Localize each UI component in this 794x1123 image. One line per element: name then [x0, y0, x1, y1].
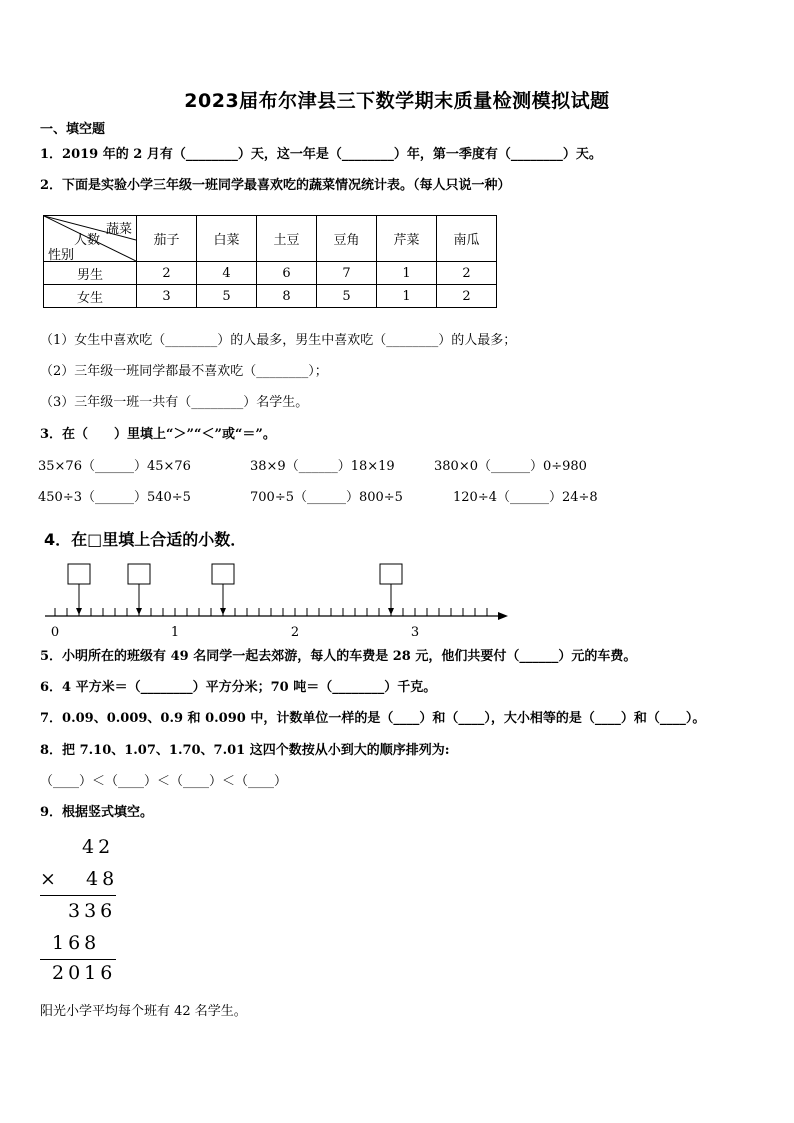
- partial-product-2: 168: [52, 932, 101, 954]
- question-6: 6．4 平方米＝（________）平方分米；70 吨＝（________）千克。: [40, 680, 437, 695]
- table-header: 土豆: [257, 216, 317, 262]
- table-cell: 6: [257, 262, 317, 285]
- table-cell: 4: [197, 262, 257, 285]
- table-cell: 7: [317, 262, 377, 285]
- final-product: 2016: [52, 962, 117, 984]
- corner-label-gender: 性别: [48, 248, 75, 263]
- question-9: 9．根据竖式填空。: [40, 805, 154, 820]
- row-label: 女生: [44, 285, 137, 308]
- corner-label-vegetable: 蔬菜: [105, 222, 132, 237]
- row-label: 男生: [44, 262, 137, 285]
- section-heading: 一、填空题: [40, 122, 106, 137]
- table-cell: 2: [437, 285, 497, 308]
- table-header: 茄子: [137, 216, 197, 262]
- question-9-text: 阳光小学平均每个班有 42 名学生。: [40, 1004, 247, 1019]
- pointer-arrowhead: [388, 608, 394, 615]
- divider-line: [40, 895, 116, 896]
- number-line-svg: [40, 560, 520, 640]
- question-2-part-1: （1）女生中喜欢吃（________）的人最多，男生中喜欢吃（________）的人最多；: [40, 333, 517, 348]
- table-cell: 5: [317, 285, 377, 308]
- table-cell: 1: [377, 262, 437, 285]
- number-line-label: 2: [290, 625, 300, 640]
- compare-item: 38×9（______）18×19: [250, 459, 395, 474]
- compare-item: 120÷4（______）24÷8: [453, 490, 598, 505]
- question-7: 7．0.09、0.009、0.9 和 0.090 中，计数单位一样的是（____）和（____），大小相等的是（____）和（____）。: [40, 711, 706, 726]
- question-2-part-3: （3）三年级一班一共有（________）名学生。: [40, 395, 309, 410]
- compare-item: 380×0（______）0÷980: [434, 459, 587, 474]
- compare-item: 700÷5（______）800÷5: [250, 490, 403, 505]
- table-cell: 1: [377, 285, 437, 308]
- table-header: 白菜: [197, 216, 257, 262]
- table-cell: 2: [137, 262, 197, 285]
- compare-item: 35×76（______）45×76: [38, 459, 191, 474]
- compare-item: 450÷3（______）540÷5: [38, 490, 191, 505]
- number-line-label: 1: [170, 625, 180, 640]
- pointer-arrowhead: [220, 608, 226, 615]
- table-header: 豆角: [317, 216, 377, 262]
- multiplier: 48: [86, 868, 119, 890]
- table-cell: 3: [137, 285, 197, 308]
- question-5: 5．小明所在的班级有 49 名同学一起去郊游，每人的车费是 28 元，他们共要付（______）元的车费。: [40, 649, 637, 664]
- partial-product-1: 336: [68, 900, 117, 922]
- table-row: [44, 262, 497, 285]
- question-2: 2．下面是实验小学三年级一班同学最喜欢吃的蔬菜情况统计表。（每人只说一种）: [40, 178, 511, 193]
- number-line-arrow: [498, 612, 508, 620]
- divider-line: [40, 959, 116, 960]
- question-3: 3．在（ ）里填上“＞”“＜”或“＝”。: [40, 427, 276, 442]
- corner-label-count: 人数: [74, 233, 101, 248]
- pointer-arrowhead: [136, 608, 142, 615]
- answer-box: [212, 564, 234, 584]
- question-2-part-2: （2）三年级一班同学都最不喜欢吃（________）；: [40, 364, 328, 379]
- number-line-label: 3: [410, 625, 420, 640]
- pointer-arrowhead: [76, 608, 82, 615]
- page-title: 2023届布尔津县三下数学期末质量检测模拟试题: [184, 90, 610, 112]
- vegetable-table: [43, 215, 497, 308]
- answer-box: [380, 564, 402, 584]
- answer-box: [68, 564, 90, 584]
- question-8-blanks: （____）＜（____）＜（____）＜（____）: [40, 774, 288, 789]
- table-row: [44, 285, 497, 308]
- number-line-label: 0: [50, 625, 60, 640]
- number-line: [40, 560, 520, 640]
- table-corner-cell: [44, 216, 137, 262]
- table-cell: 5: [197, 285, 257, 308]
- question-1: 1．2019 年的 2 月有（________）天，这一年是（________）年，第一季度有（________）天。: [40, 147, 602, 162]
- multiplicand: 42: [82, 836, 115, 858]
- table-header: 芹菜: [377, 216, 437, 262]
- answer-box: [128, 564, 150, 584]
- question-8: 8．把 7.10、1.07、1.70、7.01 这四个数按从小到大的顺序排列为:: [40, 743, 450, 758]
- question-4: 4．在□里填上合适的小数．: [44, 530, 247, 549]
- table-cell: 2: [437, 262, 497, 285]
- times-sign: ×: [40, 868, 60, 890]
- table-cell: 8: [257, 285, 317, 308]
- table-header: 南瓜: [437, 216, 497, 262]
